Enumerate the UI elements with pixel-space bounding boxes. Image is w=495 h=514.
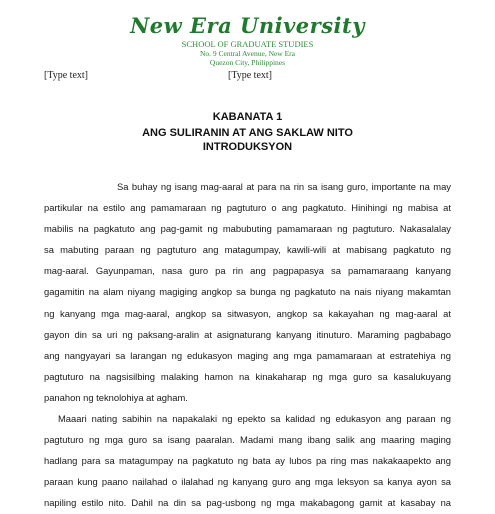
text-line: paraan kung paano nailahad o ilalahad ng kanyang guro ang mga leksyon sa kanya ayon sa [44, 476, 451, 488]
text-line: gayon din sa uri ng paksang-aralin at asignaturang kanyang itinuturo. Maraming pagbabago [44, 328, 451, 340]
text-line: sa mabuting paraan ng pagtuturo ang matagumpay, kawili-wili at mabisang pagkatuto ng [44, 244, 451, 256]
text-line: hadlang para sa matagumpay na pagkatuto ng bata ay lubos pa ring mas nakakaapekto ang [44, 455, 451, 467]
text-line: partikular na estilo ang pamamaraan ng pagtuturo o ang pagkatuto. Hinihingi ng mabisa at [44, 202, 451, 214]
text-line: Maaari nating sabihin na napakalaki ng epekto sa kalidad ng edukasyon ang paraan ng [58, 413, 451, 425]
paragraph-2 [44, 408, 451, 513]
section-subtitle: INTRODUKSYON [202, 141, 293, 153]
text-line: pagtuturo na nagsisilbing malaking hamon na kinakaharap ng mga guro sa kasalukuyang [44, 370, 451, 382]
chapter-title: ANG SULIRANIN AT ANG SAKLAW NITO [142, 127, 353, 139]
text-line: ang nangyayari sa larangan ng edukasyon maging ang mga pamamaraan at estratehiya ng [44, 349, 451, 361]
header-placeholder-left[interactable]: [Type text] [44, 70, 89, 81]
university-name: New Era University [130, 13, 365, 38]
text-line: panahon ng teknolohiya at agham. [44, 391, 188, 403]
school-name: SCHOOL OF GRADUATE STUDIES [181, 39, 314, 49]
text-line: mabilis na pagkatuto ang pag-gamit ng mabubuting pamamaraan ng pagtuturo. Nakasalalay [44, 223, 451, 235]
document-body [44, 176, 451, 514]
paragraph-1 [44, 176, 451, 408]
chapter-heading: KABANATA 1 [212, 111, 283, 123]
address-line-1: No. 9 Central Avenue, New Era [199, 49, 296, 58]
text-line: napiling estilo nito. Dahil na din sa pag-usbong ng mga makabagong gamit at kasabay na [44, 497, 451, 509]
text-line: gagamitin na alam niyang magiging angkop sa bunga ng pagkatuto na nais niyang makamtan [44, 286, 451, 298]
text-line: pagtuturo ng mga guro sa isang paaralan. Madami mang ibang salik ang maaring maging [44, 434, 451, 446]
text-line: Sa buhay ng isang mag-aaral at para na rin sa isang guro, importante na may [117, 181, 451, 192]
header-placeholder-middle[interactable]: [Type text] [228, 70, 273, 81]
text-line: ng kanyang mga mag-aaral, angkop sa sitwasyon, angkop sa kakayahan ng mag-aaral at [44, 307, 451, 319]
text-line: mag-aaral. Gayunpaman, nasa guro pa rin ang pagpapasya sa pamamaraang kanyang [44, 265, 451, 277]
letterhead [0, 14, 495, 67]
address-line-2: Quezon City, Philippines [209, 58, 286, 67]
